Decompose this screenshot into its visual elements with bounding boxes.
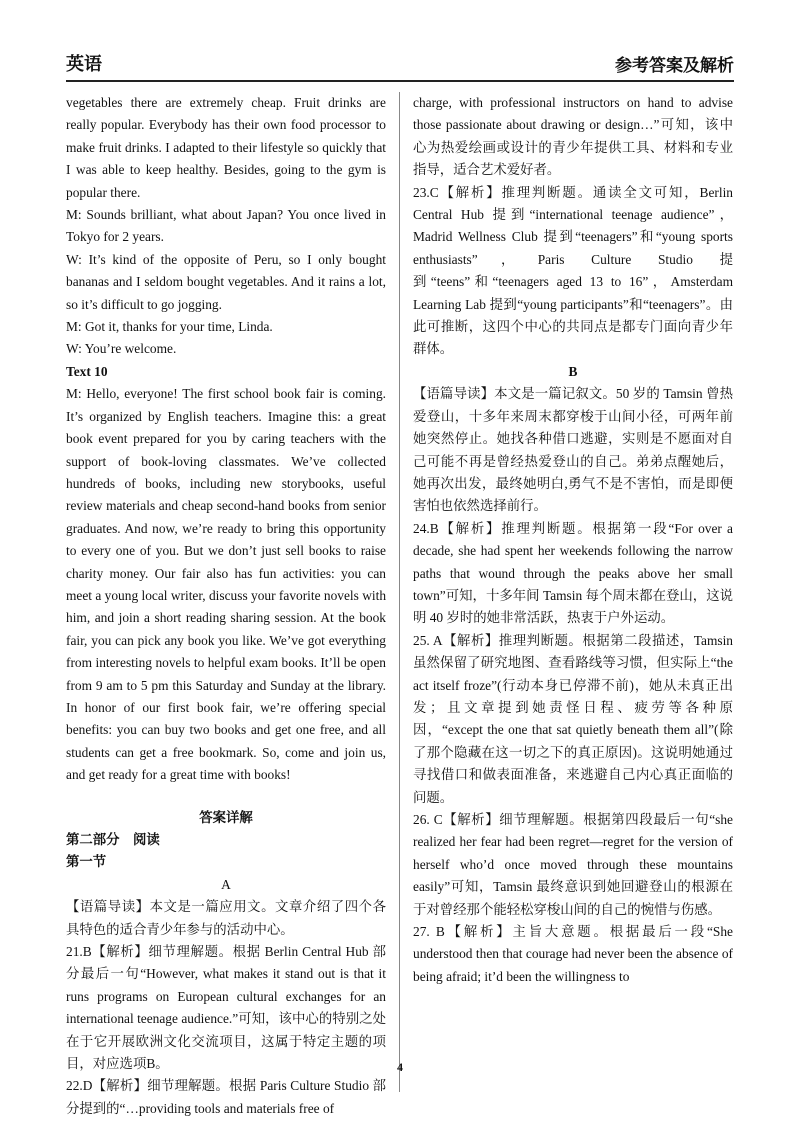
answer-21: 21.B【解析】细节理解题。根据 Berlin Central Hub 部分最后一句“However, what makes it stand out is that it runs programs on European cultural exchanges for an international teenage audience.”可知，该中心的特别之处在于它开展欧洲文化交流项目，这属于特定主题的项目，对应选项B。	[66, 944, 386, 1072]
part-heading: 第二部分 阅读	[66, 832, 160, 847]
answer-22-continued: charge, with professional instructors on hand to advise those passionate about drawing or design…”可知，该中心为热爱绘画或设计的青少年提供工具、材料和专业指导，适合艺术爱好者。	[413, 95, 733, 178]
column-divider	[399, 92, 400, 1092]
page-number: 4	[397, 1060, 403, 1074]
dialogue-line: M: Got it, thanks for your time, Linda.	[66, 319, 273, 335]
section-heading: 第一节	[66, 854, 107, 870]
passage-letter-b: B	[568, 363, 578, 379]
page-header	[66, 50, 734, 82]
answers-title: 答案详解	[199, 809, 253, 825]
subject-label: 英语	[66, 54, 102, 74]
dialogue-line: W: It’s kind of the opposite of Peru, so I only bought bananas and I seldom bought vegetables. And it rains a lot, so it’s difficult to go jogging.	[66, 251, 386, 312]
left-column	[66, 92, 386, 1120]
answer-23: 23.C【解析】推理判断题。通读全文可知，Berlin Central Hub 提到“international teenage audience”，Madrid Wellness Club 提到“teenagers”和“young sports enthusiasts”，Paris Culture Studio 提到“teens”和“teenagers aged 13 to 16”，Amsterdam Learning Lab 提到“young participants”和“teenagers”。由此可推断，这四个中心的共同点是都专门面向青少年群体。	[413, 184, 733, 357]
passage-guide: 【语篇导读】本文是一篇应用文。文章介绍了四个各具特色的适合青少年参与的活动中心。	[66, 899, 386, 937]
answer-22: 22.D【解析】细节理解题。根据 Paris Culture Studio 部分提到的“…providing tools and materials free of	[66, 1078, 386, 1116]
passage-letter-a: A	[221, 876, 231, 892]
answer-27: 27. B【解析】主旨大意题。根据最后一段“She understood then that courage had never been the absence of being afraid; it’d been the willingness to	[413, 924, 733, 984]
text10-heading: Text 10	[66, 363, 108, 379]
answer-25: 25. A【解析】推理判断题。根据第二段描述，Tamsin 虽然保留了研究地图、查看路线等习惯，但实际上“the act itself froze”(行动本身已停滞不前)，她从未真正出发；且文章提到她责怪日程、疲劳等各种原因，“except the one that sat quietly beneath them all”(除了那个隐藏在这一切之下的真正原因)。这说明她通过寻找借口和做表面准备，来逃避自己内心真正面临的问题。	[413, 632, 733, 805]
answer-26: 26. C【解析】细节理解题。根据第四段最后一句“she realized her fear had been regret—regret for the version of herself who’d once moved through these mountains easily”可知，Tamsin 最终意识到她回避登山的根源在于对曾经那个能轻松穿梭山间的自己的惋惜与伤感。	[413, 812, 733, 917]
right-column	[413, 92, 733, 988]
section-label: 参考答案及解析	[615, 56, 734, 75]
dialogue-paragraph: vegetables there are extremely cheap. Fruit drinks are really popular. Everybody has their own food processor to make fruit drinks. I adapted to their lifestyle so quickly that I was able to keep healthy. Besides, going to the gym is popular there.	[66, 95, 386, 200]
dialogue-line: M: Sounds brilliant, what about Japan? You once lived in Tokyo for 2 years.	[66, 207, 386, 245]
dialogue-line: W: You’re welcome.	[66, 341, 177, 357]
monologue-paragraph: M: Hello, everyone! The first school book fair is coming. It’s organized by English teachers. Imagine this: a great book event prepared for you by caring teachers with the support of book-loving classmates. We’ve collected hundreds of books, including new storybooks, useful review materials and cheap second-hand books from senior graduates. And now, we’re ready to bring this opportunity to every one of you. But we don’t just sell books to raise charity money. Our fair also has fun activities: you can meet a young local writer, discuss your favorite novels with him, and join a short reading sharing session. At the book fair, you can pick any book you like. We’ve got everything from interesting novels to helpful exam books. It’ll be open from 9 am to 5 pm this Saturday and Sunday at the library. In honor of our first book fair, we’re offering special benefits: you can buy two books and get one free, and all students can get a free bookmark. So, come and join us, and get ready for a great time with books!	[66, 386, 387, 783]
answer-24: 24.B【解析】推理判断题。根据第一段“For over a decade, she had spent her weekends following the narrow paths that wound through the peaks above her small town”可知，十多年间 Tamsin 每个周末都在登山，这说明 40 岁时的她非常活跃，热衷于户外运动。	[413, 520, 733, 626]
passage-guide: 【语篇导读】本文是一篇记叙文。50 岁的 Tamsin 曾热爱登山，十多年来周末都穿梭于山间小径，可两年前她突然停止。她找各种借口逃避，实则是不愿面对自己可能不再是曾经热爱登山的自己。弟弟点醒她后，她再次出发，最终她明白,勇气不是不害怕，而是即便害怕也依然选择前行。	[413, 386, 733, 514]
